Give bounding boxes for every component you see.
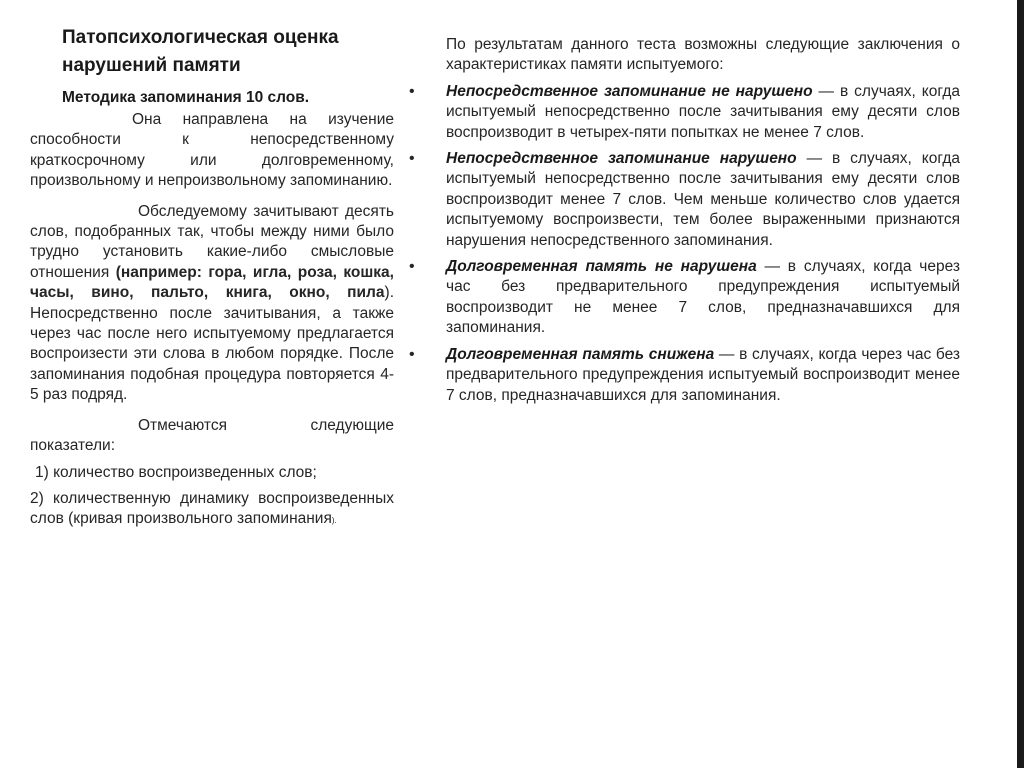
conclusion-item	[409, 82, 960, 143]
conclusion-text: — в случаях, когда через час без предварительного предупреждения испытуемый воспроизводит не менее 7 слов, предназначавшихся для запоминания.	[446, 258, 960, 337]
indicator-item-2	[30, 489, 394, 532]
bullet-icon: •	[409, 258, 415, 276]
conclusion-term: Долговременная память не нарушена	[446, 258, 757, 276]
indicator-item-2-text: 2) количественную динамику воспроизведенных слов (кривая произвольного запоминания	[30, 489, 394, 528]
procedure-text-end: ). Непосредственно после зачитывания, а также через час после него испытуемому предлагается воспроизести эти слова в любом порядке. После запоминания подобная процедура повторяется 4-5 раз подряд.	[30, 284, 394, 404]
method-description: Она направлена на изучение способности к непосредственному краткосрочному или долговременному, произвольному и непроизвольному запоминанию.	[30, 111, 394, 190]
bullet-icon: •	[409, 150, 415, 168]
procedure-paragraph	[30, 202, 394, 406]
bullet-icon: •	[409, 82, 415, 100]
conclusion-item	[409, 345, 960, 406]
conclusion-text: — в случаях, когда испытуемый непосредственно после зачитывания ему десяти слов воспроизводит в четырех-пяти попытках не менее 7 слов.	[446, 82, 960, 141]
slide-title: Патопсихологическая оценка нарушений памяти	[62, 27, 339, 76]
indicator-item-1: 1) количество воспроизведенных слов;	[35, 463, 317, 481]
conclusion-term: Непосредственное запоминание не нарушено	[446, 82, 813, 100]
slide-right-border	[1017, 0, 1024, 768]
conclusion-text: — в случаях, когда через час без предварительного предупреждения испытуемый воспроизводит менее 7 слов, предназначавшихся для запоминания.	[446, 345, 960, 404]
procedure-text-start: Обследуемому зачитывают десять слов, подобранных так, чтобы между ними было трудно установить какие-либо смысловые отношения	[30, 202, 394, 281]
conclusion-item	[409, 257, 960, 339]
indicators-heading: Отмечаются следующие показатели:	[30, 416, 394, 455]
conclusion-term: Непосредственное запоминание нарушено	[446, 150, 797, 168]
right-column	[409, 35, 960, 412]
method-subtitle: Методика запоминания 10 слов.	[62, 89, 310, 106]
results-intro: По результатам данного теста возможны следующие заключения о характеристиках памяти испытуемого:	[446, 36, 960, 74]
conclusion-term: Долговременная память снижена	[446, 345, 715, 363]
conclusion-item	[409, 149, 960, 251]
bullet-icon: •	[409, 345, 415, 363]
left-column	[30, 24, 394, 532]
indicator-item-2-tail: ).	[331, 516, 337, 526]
conclusion-text: — в случаях, когда испытуемый непосредственно после зачитывания ему десяти слов воспроизводит менее 7 слов. Чем меньше количество слов удается испытуемому воспроизвести, тем более выраженными признаются нарушения непосредственного запоминания.	[446, 150, 960, 249]
word-list-example: (например: гора, игла, роза, кошка, часы, вино, пальто, книга, окно, пила	[30, 263, 394, 302]
